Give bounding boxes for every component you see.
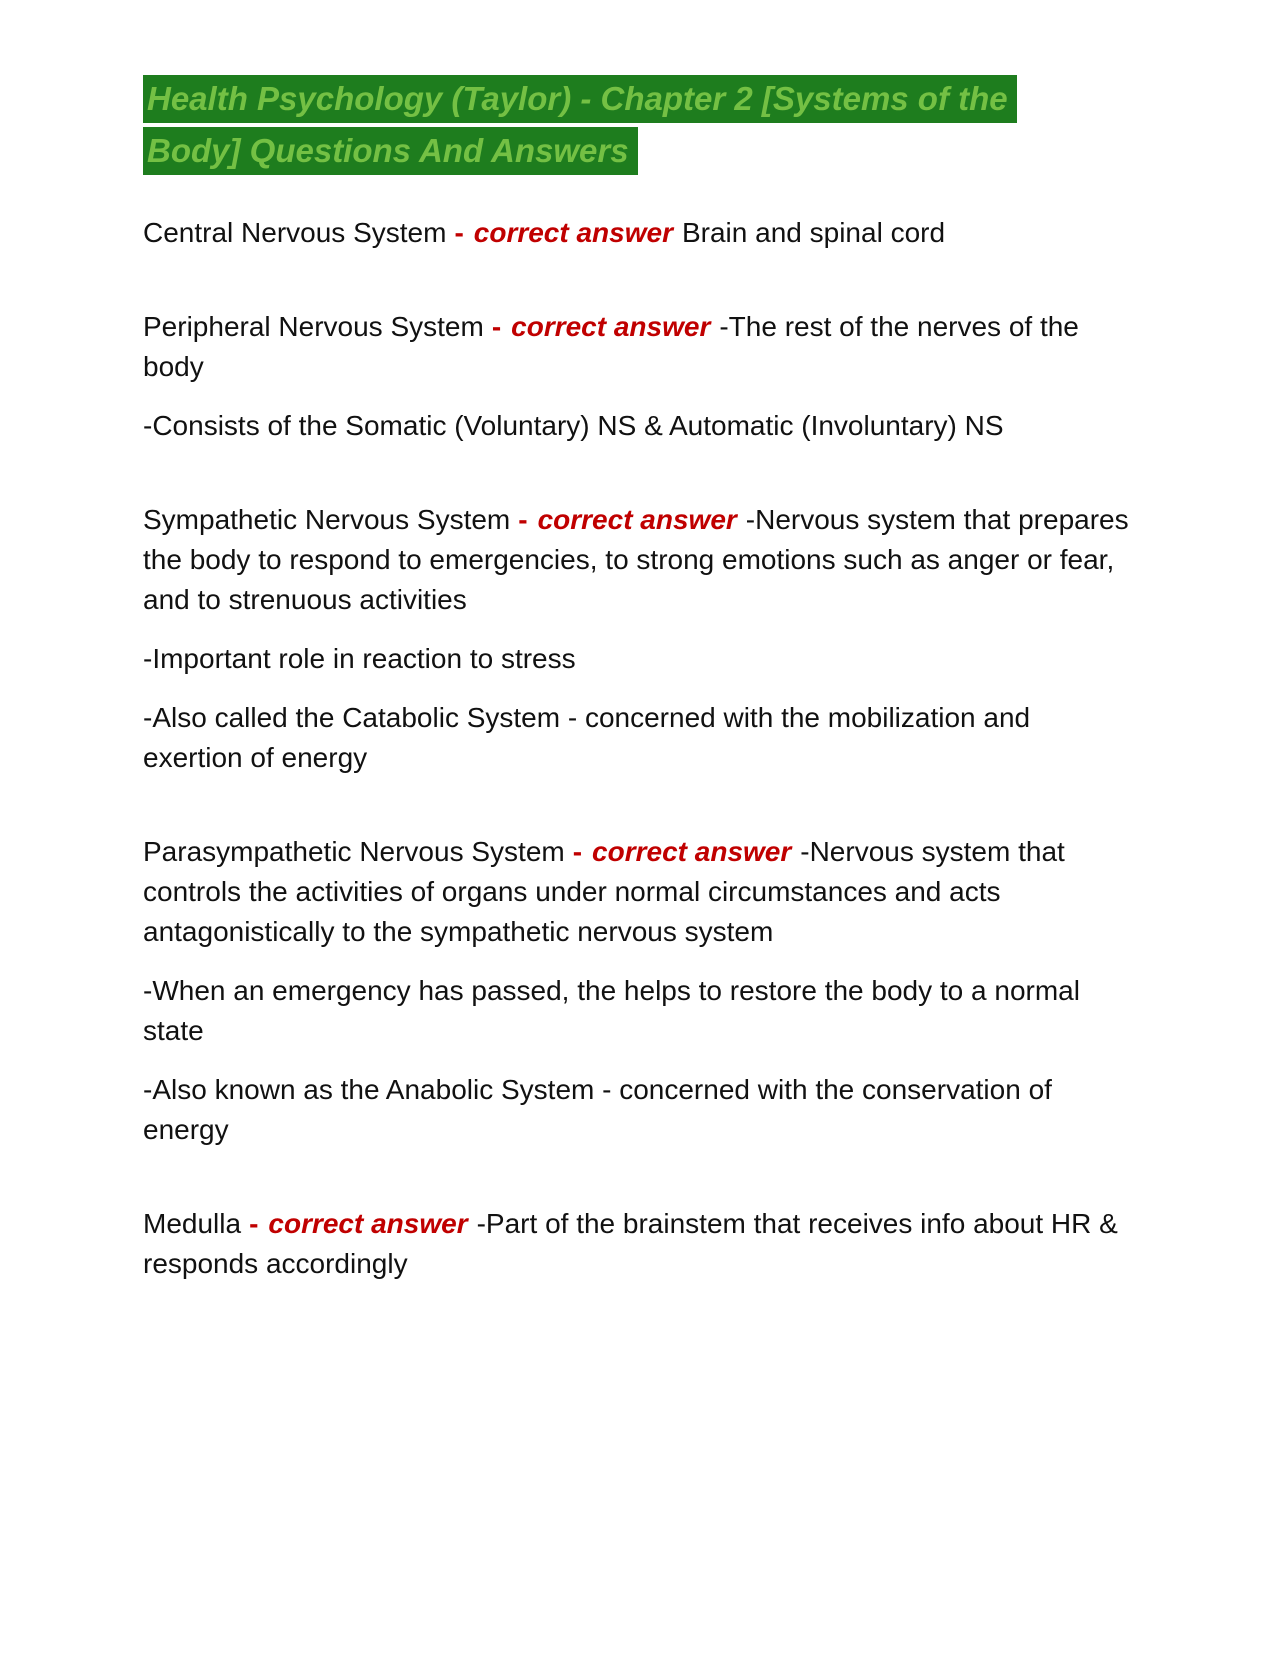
answer-text: Brain and spinal cord — [681, 217, 946, 248]
term-text: Sympathetic Nervous System — [143, 504, 511, 535]
qa-term-line — [143, 832, 1137, 952]
correct-answer-marker: correct answer — [592, 836, 792, 867]
qa-extra-line: -Also called the Catabolic System - concerned with the mobilization and exertion of energy — [143, 702, 1031, 773]
term-text: Peripheral Nervous System — [143, 311, 484, 342]
answer-separator: - — [518, 504, 528, 535]
answer-separator: - — [491, 311, 502, 342]
qa-term-line — [143, 1204, 1137, 1284]
answer-separator: - — [572, 836, 583, 867]
qa-extra-line: -Consists of the Somatic (Voluntary) NS & Automatic (Involuntary) NS — [143, 410, 1004, 441]
answer-text: -Nervous system that prepares the body to respond to emergencies, to strong emotions such as anger or fear, and to strenuous activities — [143, 504, 1129, 615]
term-text: Central Nervous System — [143, 217, 447, 248]
qa-entry-medulla — [143, 1204, 1137, 1284]
answer-text: -Part of the brainstem that receives info about HR & responds accordingly — [143, 1208, 1118, 1279]
correct-answer-marker: correct answer — [473, 217, 673, 248]
answer-separator: - — [249, 1208, 259, 1239]
qa-extra-line: -When an emergency has passed, the helps to restore the body to a normal state — [143, 975, 1080, 1046]
document-title — [143, 73, 1073, 177]
correct-answer-marker: correct answer — [537, 504, 737, 535]
qa-term-line — [143, 307, 1137, 387]
qa-term-line — [143, 500, 1137, 620]
term-text: Medulla — [143, 1208, 242, 1239]
correct-answer-marker: correct answer — [511, 311, 711, 342]
document-title-line-1 — [143, 73, 1073, 125]
qa-term-line — [143, 213, 1137, 253]
qa-entry-sympathetic-nervous-system — [143, 500, 1137, 778]
term-text: Parasympathetic Nervous System — [143, 836, 565, 867]
title-highlight-2: Body] Questions And Answers — [143, 127, 638, 175]
qa-extra-line: -Important role in reaction to stress — [143, 643, 576, 674]
qa-entry-peripheral-nervous-system — [143, 307, 1137, 446]
qa-entry-central-nervous-system — [143, 213, 1137, 253]
answer-text: -The rest of the nerves of the body — [143, 311, 1079, 382]
answer-separator: - — [454, 217, 464, 248]
answer-text: -Nervous system that controls the activities of organs under normal circumstances and acts antagonistically to the sympathetic nervous system — [143, 836, 1065, 947]
qa-entry-parasympathetic-nervous-system — [143, 832, 1137, 1150]
title-highlight-1: Health Psychology (Taylor) - Chapter 2 [Systems of the — [143, 75, 1017, 123]
qa-extra-line: -Also known as the Anabolic System - concerned with the conservation of energy — [143, 1074, 1052, 1145]
correct-answer-marker: correct answer — [268, 1208, 468, 1239]
document-title-line-2 — [143, 125, 1073, 177]
